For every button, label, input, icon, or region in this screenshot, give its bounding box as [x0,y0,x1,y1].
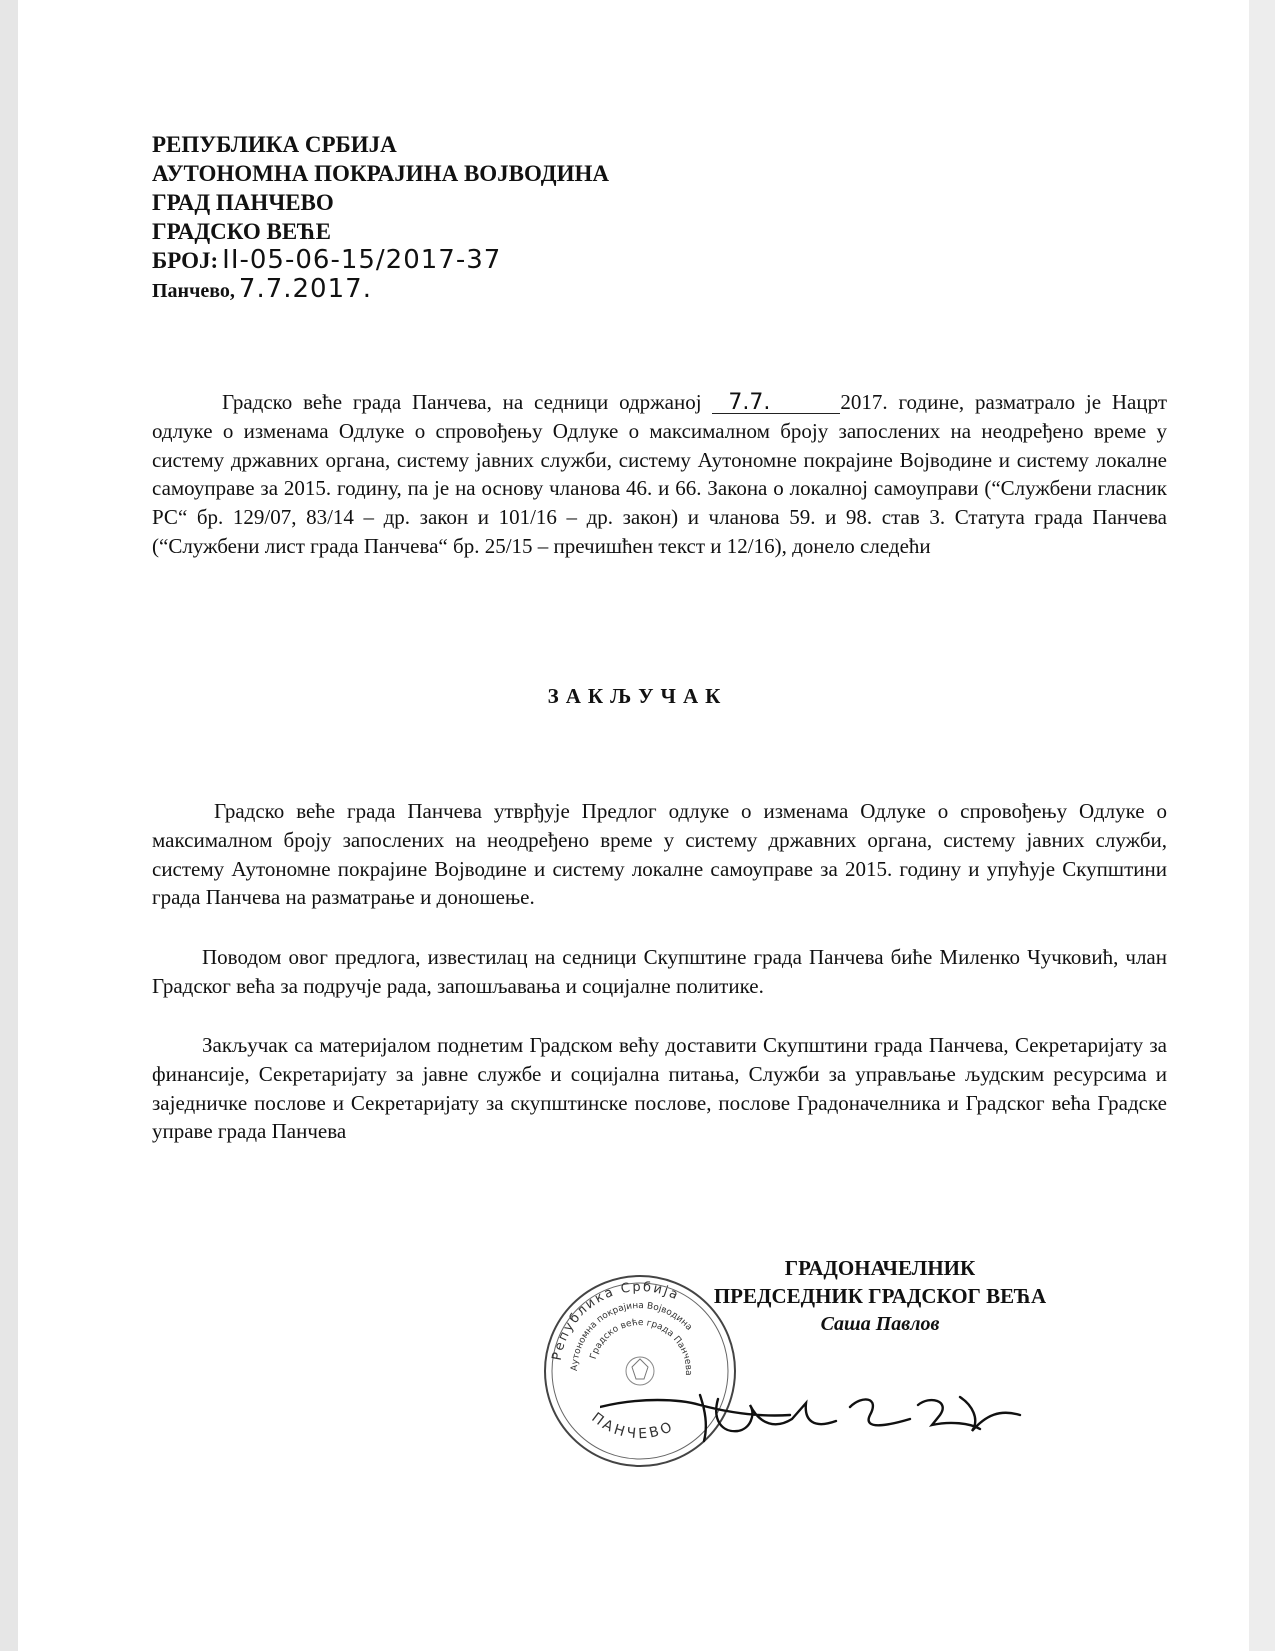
header-number-line [152,246,609,275]
scan-right-edge [1249,0,1275,1651]
seal-middle-text: Аутономна покрајина Војводина [569,1300,694,1372]
scan-left-edge [0,0,18,1651]
seal-bottom-text: ПАНЧЕВО [588,1409,678,1443]
header-republic: РЕПУБЛИКА СРБИЈА [152,132,397,157]
handwritten-signature [600,1375,1040,1445]
document-header [152,130,609,306]
place-label: Панчево, [152,280,235,302]
seal-inner-text: Градско веће града Панчева [588,1317,694,1376]
number-label: БРОЈ: [152,248,219,273]
body-paragraph-2 [152,943,1167,1001]
intro-text-start: Градско веће града Панчева, на седници одржаној [222,390,702,414]
signature-block [700,1254,1060,1338]
signatory-title-mayor: ГРАДОНАЧЕЛНИК [784,1256,976,1280]
handwritten-date: 7.7.2017. [238,274,372,304]
body-paragraph-3-text: Закључак са материјалом поднетим Градском већу доставити Скупштини града Панчева, Секретаријату за финансије, Секретаријату за јавне службе и социјална питања, Служби за управљање људским ресурсима и заједничке послове и Секретаријату за скупштинске послове, послове Градоначелника и Градског већа Градске управе града Панчева [152,1033,1167,1144]
signatory-title-president: ПРЕДСЕДНИК ГРАДСКОГ ВЕЋА [713,1284,1047,1308]
body-paragraph-1-text: Градско веће града Панчева утврђује Предлог одлуке о изменама Одлуке о спровођењу Одлуке о максималном броју запослених на неодређено време у систему државних органа, систему јавних служби, систему Аутономне покрајине Војводине и систему локалне самоуправе за 2015. годину и упућује Скупштини града Панчева на разматрање и доношење. [152,799,1167,910]
document-title: ЗАКЉУЧАК [547,684,728,708]
body-paragraph-3 [152,1031,1167,1146]
seal-outer-text: Република Србија [549,1279,682,1362]
header-council: ГРАДСКО ВЕЋЕ [152,219,331,244]
body-paragraph-2-text: Поводом овог предлога, известилац на седници Скупштине града Панчева биће Миленко Чучковић, члан Градског већа за подручје рада, запошљавања и социјалне политике. [152,945,1167,998]
body-paragraph-1 [152,797,1167,912]
intro-paragraph [152,388,1167,561]
header-place-line [152,275,609,306]
signatory-name: Саша Павлов [820,1313,940,1335]
signature-stroke [600,1395,1020,1441]
header-province: АУТОНОМНА ПОКРАЈИНА ВОЈВОДИНА [152,161,609,186]
header-city: ГРАД ПАНЧЕВО [152,190,334,215]
handwritten-number: II-05-06-15/2017-37 [222,245,502,275]
intro-text-rest: 2017. године, разматрало је Нацрт одлуке о изменама Одлуке о спровођењу Одлуке о максималном броју запослених на неодређено време у систему државних органа, систему јавних служби, систему Аутономне покрајине Војводине и систему локалне самоуправе за 2015. годину, па је на основу чланова 46. и 66. Закона о локалној самоуправи (“Службени гласник РС“ бр. 129/07, 83/14 – др. закон и 101/16 – др. закон) и чланова 59. и 98. став 3. Статута града Панчева (“Службени лист града Панчева“ бр. 25/15 – пречишћен текст и 12/16), донело следећи [152,390,1167,558]
handwritten-session-date: 7.7. [712,393,840,414]
